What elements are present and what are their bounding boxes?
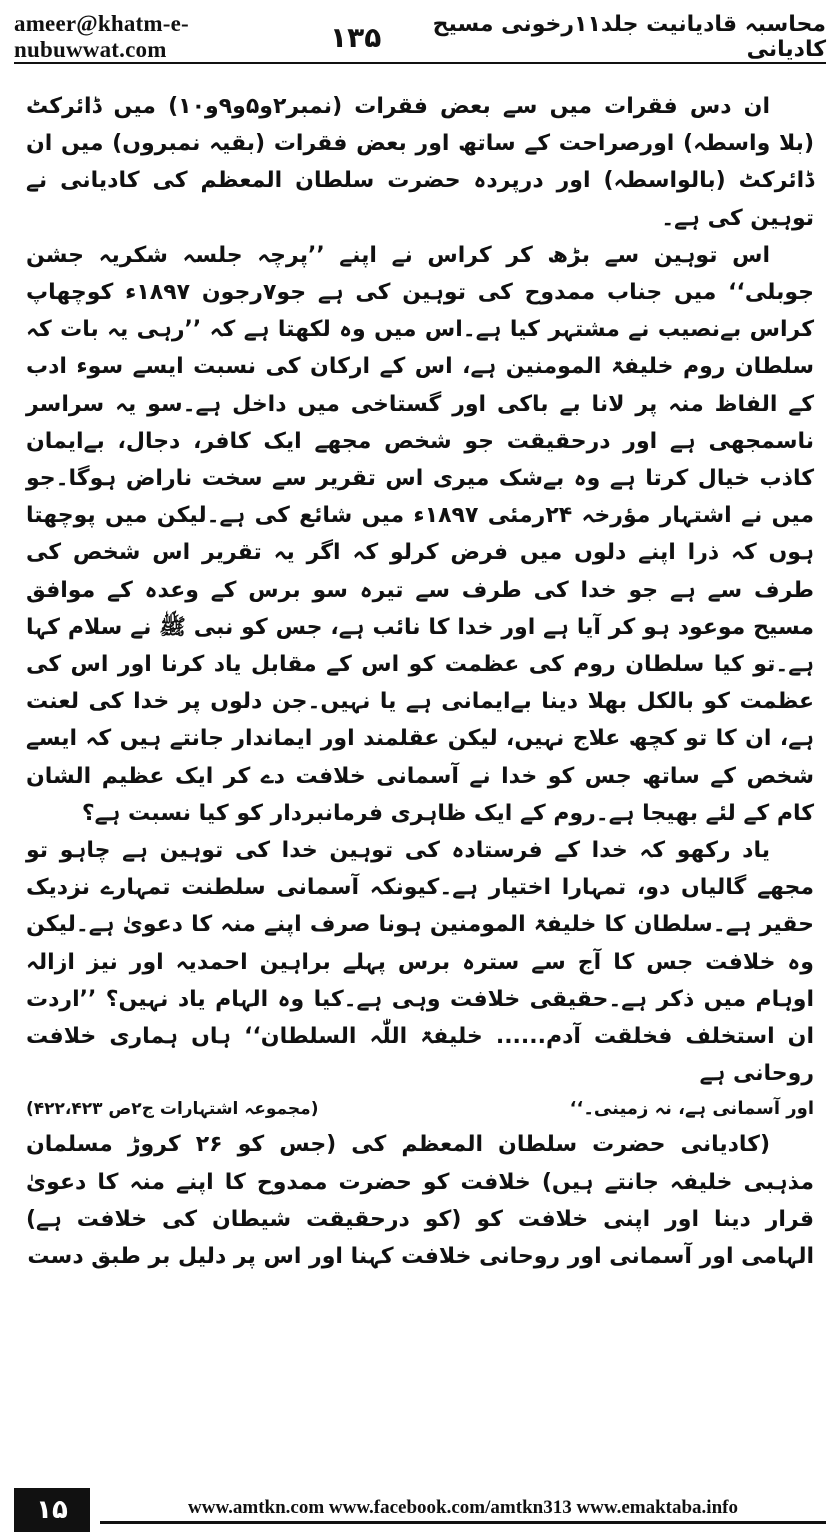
header-email[interactable]: ameer@khatm-e-nubuwwat.com bbox=[14, 11, 189, 62]
footer-page-number: ۱۵ bbox=[14, 1488, 90, 1532]
paragraph-3: یاد رکھو کہ خدا کے فرستادہ کی توہین خدا کی توہین ہے چاہو تو مجھے گالیاں دو، تمہارا اختیار ہے۔کیونکہ آسمانی سلطنت تمہارے نزدیک حقیر ہے۔سلطان کا خلیفۃ المومنین ہونا صرف اپنے منہ کا دعویٰ ہے۔لیکن وہ خلافت جس کا آج سے سترہ برس پہلے براہین احمدیہ اور نیز ازالہ اوہام میں ذکر ہے۔حقیقی خلافت وہی ہے۔کیا وہ الہام یاد نہیں؟ ’’اردت ان استخلف فخلقت آدم...... خلیفۃ اللّٰہ السلطان‘‘ ہاں ہماری خلافت روحانی ہے bbox=[26, 838, 814, 1087]
page-body bbox=[26, 88, 814, 1275]
paragraph-1: ان دس فقرات میں سے بعض فقرات (نمبر۲و۵و۹و۱۰) میں ڈائرکٹ (بلا واسطہ) اورصراحت کے ساتھ اور بعض فقرات (بقیہ نمبروں) میں ان ڈائرکٹ (بالواسطہ) اور درپردہ حضرت سلطان المعظم کی کادیانی نے توہین کی ہے۔ bbox=[26, 94, 814, 231]
header-left bbox=[14, 11, 381, 63]
page-header bbox=[14, 11, 826, 62]
header-page-number: ۱۳۵ bbox=[330, 20, 382, 54]
footer-website-links[interactable]: www.amtkn.com www.facebook.com/amtkn313 www.emaktaba.info bbox=[100, 1497, 826, 1524]
citation-reference: (مجموعہ اشتہارات ج۲ص ۴۲۲،۴۲۳) bbox=[26, 1099, 319, 1120]
paragraph-4: (کادیانی حضرت سلطان المعظم کی (جس کو ۲۶ کروڑ مسلمان مذہبی خلیفہ جانتے ہیں) خلافت کو حضرت ممدوح کا اپنے منہ کا دعویٰ قرار دینا اور اپنی خلافت کو (کو درحقیقت شیطان کی خلافت ہے) الہامی اور آسمانی اور روحانی خلافت کہنا اور اس پر دلیل بر طبق دست bbox=[26, 1132, 814, 1270]
paragraph-2: اس توہین سے بڑھ کر کراس نے اپنے ’’پرچہ جلسہ شکریہ جشن جوبلی‘‘ میں جناب ممدوح کی توہین کی ہے جو۷رجون ۱۸۹۷ء کوچھاپ کراس بےنصیب نے مشتہر کیا ہے۔اس میں وہ لکھتا ہے کہ ’’رہی یہ بات کہ سلطان روم خلیفۃ المومنین ہے، اس کے ارکان کی نسبت ایسے سوء ادب کے الفاظ منہ پر لانا بے باکی اور گستاخی میں داخل ہے۔سو یہ سراسر ناسمجھی ہے اور درحقیقت جو شخص مجھے ایک کافر، دجال، بےایمان کاذب خیال کرتا ہے وہ بےشک میری اس تقریر سے سخت ناراض ہوگا۔جو میں نے اشتہار مؤرخہ ۲۴رمئی ۱۸۹۷ء میں شائع کی ہے۔لیکن میں پوچھتا ہوں کہ ذرا اپنے دلوں میں فرض کرلو کہ اگر یہ تقریر اس شخص کی طرف سے ہے جو خدا کی طرف سے تیرہ سو برس کے وعدہ کے موافق مسیح موعود ہو کر آیا ہے اور خدا کا نائب ہے، جس کو نبی ﷺ نے سلام کہا ہے۔تو کیا سلطان روم کی عظمت کو اس کے مقابل یاد کرنا اور اس کی عظمت کو بالکل بھلا دینا بےایمانی ہے یا نہیں۔جن دلوں پر خدا کی لعنت ہے، ان کا تو کچھ علاج نہیں، لیکن عقلمند اور ایماندار جانتے ہیں کہ ایسے شخص کے ساتھ جس کو خدا نے آسمانی خلافت دے کر ایک عظیم الشان کام کے لئے بھیجا ہے۔روم کے ایک ظاہری فرمانبردار کو کیا نسبت ہے؟ bbox=[26, 242, 814, 826]
header-book-title: محاسبہ قادیانیت جلد۱۱رخونی مسیح کادیانی bbox=[432, 12, 826, 62]
citation-text: اور آسمانی ہے، نہ زمینی۔‘‘ bbox=[569, 1098, 814, 1120]
header-divider bbox=[14, 62, 826, 64]
citation-line bbox=[26, 1092, 814, 1126]
page-footer bbox=[14, 1488, 826, 1532]
